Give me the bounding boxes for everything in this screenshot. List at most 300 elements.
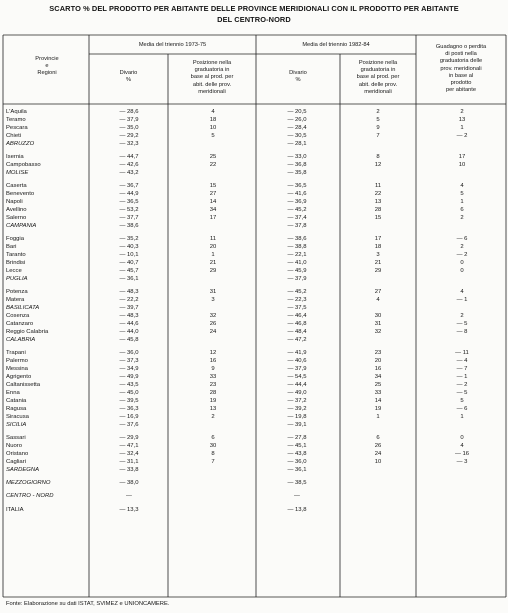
guadagno-cell (416, 337, 508, 345)
province-cell: PUGLIA (6, 275, 28, 282)
province-cell: Siracusa (6, 413, 29, 420)
province-cell: Catania (6, 397, 27, 404)
guadagno-cell: 10 (458, 162, 466, 168)
header-province-l2: e (45, 63, 49, 70)
divario-1982-cell: — 45,1 (287, 442, 307, 449)
guadagno-cell: — 16 (454, 450, 470, 457)
divario-1973-cell: — 43,2 (119, 169, 139, 176)
province-cell: Bari (6, 244, 17, 251)
posizione-1982-cell: 1 (376, 413, 380, 420)
header-posizione-2-l5: meridionali (364, 88, 392, 95)
header-divario-1-l2: % (125, 77, 132, 84)
province-cell: Matera (6, 297, 25, 304)
guadagno-cell: — 4 (456, 358, 468, 365)
guadagno-cell: 0 (460, 434, 464, 441)
header-divario-1-l1: Divario (119, 70, 138, 76)
posizione-1982-cell: 32 (374, 328, 382, 335)
header-guadagno-l5: in base al (448, 72, 474, 79)
header-period-1: Media del triennio 1973-75 (138, 42, 207, 48)
divario-1973-cell: — 47,1 (119, 442, 139, 449)
divario-1982-cell: — 45,9 (287, 268, 307, 274)
divario-1982-cell: — 36,1 (287, 466, 307, 473)
header-province-l1: Provincie (35, 56, 59, 62)
posizione-1982-cell: 7 (376, 132, 380, 139)
province-cell: Napoli (6, 199, 23, 206)
province-cell: MOLISE (6, 169, 29, 176)
province-cell: Teramo (6, 117, 26, 123)
header-province (5, 56, 89, 78)
guadagno-cell: 13 (458, 117, 466, 123)
divario-1982-cell: — 38,6 (287, 236, 307, 243)
posizione-1973-cell: 15 (209, 183, 217, 190)
divario-1982-cell: — 22,3 (287, 297, 307, 304)
posizione-1973-cell: 2 (211, 413, 215, 420)
province-cell: Taranto (6, 252, 26, 259)
table-title-line1: SCARTO % DEL PRODOTTO PER ABITANTE DELLE PROVINCE MERIDIONALI CON IL PRODOTTO PER ABITANTE (49, 4, 459, 13)
posizione-1982-cell: 34 (374, 374, 382, 380)
divario-1982-cell: — 33,0 (287, 154, 307, 160)
header-period-2: Media del triennio 1982-84 (302, 42, 370, 48)
posizione-1982-cell (340, 507, 416, 515)
province-cell: Lecce (6, 268, 22, 274)
posizione-1973-cell: 10 (209, 124, 217, 131)
divario-1982-cell: — 49,0 (287, 389, 307, 396)
province-cell: CAMPANIA (6, 222, 37, 229)
posizione-1973-cell: 7 (211, 458, 215, 465)
guadagno-cell (416, 507, 508, 515)
province-cell: Oristano (6, 450, 29, 457)
posizione-1973-cell (168, 467, 258, 475)
posizione-1973-cell: 33 (209, 374, 217, 380)
divario-1982-cell: — 37,9 (287, 275, 307, 282)
posizione-1973-cell: 20 (209, 244, 217, 251)
divario-1982-cell: — 38,5 (287, 480, 307, 486)
province-cell: ABRUZZO (6, 140, 35, 147)
posizione-1973-cell: 11 (209, 236, 217, 243)
posizione-1982-cell: 19 (374, 405, 382, 412)
province-cell: Nuoro (6, 442, 23, 449)
header-guadagno-l2: di posti nella (445, 51, 477, 58)
posizione-1973-cell: 31 (209, 289, 217, 296)
divario-1973-cell: — 44,9 (119, 191, 139, 198)
province-cell: Caltanissetta (6, 381, 41, 388)
province-cell: Brindisi (6, 260, 26, 266)
divario-1973-cell: — 13,3 (119, 506, 139, 513)
divario-1982-cell: — 45,2 (287, 289, 307, 296)
header-posizione-1-l4: abit. delle prov. (192, 81, 232, 88)
province-cell: CALABRIA (6, 336, 36, 343)
divario-1973-cell: — 48,3 (119, 313, 139, 319)
province-cell: CENTRO - NORD (6, 493, 54, 500)
posizione-1973-cell (168, 422, 258, 430)
posizione-1982-cell: 11 (374, 183, 382, 190)
posizione-1982-cell: 5 (376, 117, 380, 123)
divario-1973-cell: — 32,4 (119, 450, 139, 457)
guadagno-cell: — 2 (456, 381, 468, 388)
divario-1973-cell: — 37,6 (119, 421, 139, 428)
divario-1973-cell: — 38,0 (119, 480, 139, 486)
posizione-1982-cell: 33 (374, 389, 382, 396)
header-divario-2 (256, 70, 340, 84)
posizione-1973-cell: 24 (209, 328, 217, 335)
guadagno-cell: 6 (460, 207, 464, 213)
posizione-1973-cell: 3 (211, 297, 215, 304)
guadagno-cell: 1 (460, 413, 464, 420)
posizione-1982-cell: 25 (374, 381, 382, 388)
divario-1982-cell: — 43,8 (287, 450, 307, 457)
guadagno-cell: 2 (460, 313, 464, 319)
guadagno-cell (416, 223, 508, 231)
header-posizione-1-l2: graduatoria in (194, 67, 230, 74)
header-guadagno-l1: Guadagno o perdita (435, 44, 487, 50)
divario-1982-cell: — 44,4 (287, 381, 307, 388)
posizione-1973-cell (168, 276, 258, 284)
posizione-1982-cell (340, 337, 416, 345)
guadagno-cell (416, 493, 508, 501)
guadagno-cell: — 8 (456, 328, 468, 335)
posizione-1982-cell: 29 (374, 268, 382, 274)
table-title (0, 3, 508, 25)
guadagno-cell: — 3 (456, 458, 468, 465)
posizione-1982-cell: 9 (376, 124, 380, 131)
province-cell: Benevento (6, 191, 35, 198)
posizione-1973-cell: 28 (209, 389, 217, 396)
header-posizione-1-l3: base al prod. per (190, 74, 234, 81)
divario-1982-cell: — 36,0 (287, 458, 307, 465)
guadagno-cell: 2 (460, 244, 464, 251)
province-cell: Campobasso (6, 162, 41, 168)
divario-1973-cell: — 28,6 (119, 109, 139, 115)
table-title-line2: DEL CENTRO-NORD (217, 15, 291, 24)
posizione-1982-cell: 14 (374, 397, 382, 404)
guadagno-cell: 2 (460, 215, 464, 221)
divario-1982-cell: — 30,5 (287, 132, 307, 139)
divario-1982-cell: — 36,5 (287, 183, 307, 190)
province-cell: ITALIA (6, 506, 24, 513)
divario-1973-cell: — 36,5 (119, 199, 139, 206)
posizione-1982-cell (340, 422, 416, 430)
divario-1982-cell: — 35,8 (287, 169, 307, 176)
divario-1982-cell: — 38,8 (287, 244, 307, 251)
guadagno-cell: 0 (460, 260, 464, 266)
guadagno-cell: — 1 (456, 374, 468, 380)
divario-1973-cell: — 37,3 (119, 358, 139, 365)
divario-1973-cell: — 40,7 (119, 260, 139, 266)
header-posizione-1-l1: Posizione nella (192, 60, 232, 66)
province-cell: Trapani (6, 350, 26, 357)
posizione-1973-cell: 23 (209, 381, 217, 388)
posizione-1973-cell: 14 (209, 199, 217, 206)
posizione-1973-cell: 18 (209, 117, 217, 123)
guadagno-cell: — 7 (456, 366, 468, 372)
header-guadagno-l7: per abitante (445, 87, 477, 94)
divario-1973-cell: — 35,0 (119, 124, 139, 131)
posizione-1982-cell: 16 (374, 366, 382, 372)
posizione-1982-cell: 31 (374, 321, 382, 327)
guadagno-cell: — 6 (456, 405, 468, 412)
header-divario-2-l1: Divario (289, 70, 307, 76)
divario-1973-cell: — 45,0 (119, 389, 139, 396)
divario-1973-cell: — 36,3 (119, 405, 139, 412)
posizione-1982-cell: 28 (374, 207, 382, 213)
posizione-1973-cell: 25 (209, 154, 217, 160)
province-cell: Salerno (6, 215, 27, 221)
divario-1982-cell: — 47,2 (287, 336, 307, 343)
province-cell: Agrigento (6, 374, 32, 380)
posizione-1973-cell: 19 (209, 397, 217, 404)
divario-1982-cell: — 39,2 (287, 405, 307, 412)
divario-1973-cell: — 38,6 (119, 222, 139, 229)
posizione-1982-cell (340, 467, 416, 475)
posizione-1982-cell: 13 (374, 199, 382, 206)
posizione-1982-cell: 4 (376, 297, 380, 304)
guadagno-cell (416, 276, 508, 284)
posizione-1973-cell: 22 (209, 162, 217, 168)
divario-1982-cell: — 22,1 (287, 252, 307, 259)
header-guadagno-l4: prov. meridionali (440, 65, 482, 72)
posizione-1973-cell: 13 (209, 405, 217, 412)
posizione-1973-cell: 9 (211, 366, 215, 372)
posizione-1982-cell: 3 (376, 252, 380, 259)
header-posizione-2 (340, 60, 416, 96)
posizione-1973-cell: 1 (211, 252, 215, 259)
guadagno-cell (416, 305, 508, 313)
header-posizione-1 (168, 60, 256, 96)
header-posizione-2-l1: Posizione nella (358, 60, 398, 66)
posizione-1982-cell (340, 493, 416, 501)
posizione-1973-cell (168, 305, 258, 313)
divario-1982-cell: — 20,5 (287, 109, 307, 115)
guadagno-cell: — 5 (456, 321, 468, 327)
posizione-1973-cell: 29 (209, 268, 217, 274)
posizione-1973-cell (168, 507, 258, 515)
posizione-1982-cell: 18 (374, 244, 382, 251)
posizione-1973-cell: 30 (209, 442, 217, 449)
divario-1973-cell: — (126, 493, 132, 500)
divario-1973-cell: — 35,2 (119, 236, 139, 243)
header-posizione-1-l5: meridionali (198, 88, 226, 95)
header-guadagno-l3: graduatoria delle (439, 58, 483, 65)
guadagno-cell (416, 170, 508, 178)
divario-1973-cell: — 49,9 (119, 374, 139, 380)
divario-1982-cell: — 54,5 (287, 374, 307, 380)
guadagno-cell: 2 (460, 109, 464, 115)
divario-1973-cell: — 10,1 (119, 252, 139, 259)
province-cell: Caserta (6, 183, 27, 190)
posizione-1973-cell: 12 (209, 350, 217, 357)
divario-1982-cell: — 39,1 (287, 421, 307, 428)
divario-1973-cell: — 44,7 (119, 154, 139, 160)
divario-1982-cell: — 41,0 (287, 260, 307, 266)
source-note: Fonte: Elaborazione su dati ISTAT, SVIMEZ e UNIONCAMERE. (6, 601, 170, 607)
divario-1973-cell: — 43,5 (119, 381, 139, 388)
divario-1982-cell: — 45,2 (287, 207, 307, 213)
posizione-1973-cell (168, 170, 258, 178)
guadagno-cell: 5 (460, 191, 464, 198)
divario-1973-cell: — 45,8 (119, 336, 139, 343)
posizione-1982-cell: 26 (374, 442, 382, 449)
posizione-1973-cell (168, 223, 258, 231)
guadagno-cell: — 11 (455, 350, 469, 357)
guadagno-cell: — 2 (456, 132, 468, 139)
province-cell: Reggio Calabria (6, 328, 49, 335)
posizione-1982-cell: 23 (374, 350, 382, 357)
divario-1973-cell: — 36,7 (119, 183, 139, 190)
divario-1982-cell: — 37,5 (287, 305, 307, 312)
divario-1982-cell: — 27,8 (287, 434, 307, 441)
divario-1973-cell: — 16,9 (119, 413, 139, 420)
posizione-1982-cell: 22 (374, 191, 382, 198)
guadagno-cell: 4 (460, 183, 464, 190)
header-posizione-2-l2: graduatoria in (360, 67, 396, 74)
header-divario-1 (89, 70, 168, 84)
posizione-1982-cell: 2 (376, 109, 380, 115)
province-cell: Cosenza (6, 313, 30, 319)
province-cell: Cagliari (6, 458, 26, 465)
divario-1973-cell: — 42,6 (119, 162, 139, 168)
divario-1982-cell: — 13,8 (287, 506, 307, 513)
posizione-1973-cell (168, 141, 258, 149)
divario-1982-cell: — 36,8 (287, 162, 307, 168)
province-cell: Pescara (6, 124, 28, 131)
province-cell: BASILICATA (6, 305, 40, 312)
province-cell: Enna (6, 389, 20, 396)
posizione-1982-cell (340, 276, 416, 284)
posizione-1982-cell: 30 (374, 313, 382, 319)
province-cell: L'Aquila (6, 109, 27, 115)
posizione-1973-cell: 32 (209, 313, 217, 319)
guadagno-cell: — 5 (456, 389, 468, 396)
posizione-1982-cell: 12 (374, 162, 382, 168)
posizione-1982-cell (340, 170, 416, 178)
divario-1982-cell: — 37,4 (287, 215, 307, 221)
divario-1973-cell: — 29,2 (119, 132, 139, 139)
divario-1982-cell: — 48,4 (287, 328, 307, 335)
divario-1982-cell: — 37,8 (287, 222, 307, 229)
province-cell: SARDEGNA (6, 466, 40, 473)
posizione-1973-cell: 26 (209, 321, 217, 327)
divario-1973-cell: — 37,9 (119, 117, 139, 123)
guadagno-cell (416, 141, 508, 149)
guadagno-cell: — 1 (456, 297, 468, 304)
divario-1982-cell: — 26,0 (287, 117, 307, 123)
posizione-1982-cell (340, 305, 416, 313)
posizione-1973-cell: 16 (209, 358, 217, 365)
header-province-l3: Regioni (37, 70, 57, 77)
divario-1982-cell: — 37,9 (287, 366, 307, 372)
divario-1982-cell: — (294, 493, 300, 500)
posizione-1973-cell (168, 493, 258, 501)
guadagno-cell (416, 422, 508, 430)
province-cell: Catanzaro (6, 321, 34, 327)
divario-1973-cell: — 53,2 (119, 207, 139, 213)
province-cell: Ragusa (6, 405, 27, 412)
province-cell: Messina (6, 366, 28, 372)
divario-1973-cell: — 32,3 (119, 140, 139, 147)
divario-1973-cell: — 44,0 (119, 328, 139, 335)
posizione-1973-cell: 17 (209, 215, 217, 221)
posizione-1973-cell: 8 (211, 450, 215, 457)
guadagno-cell: 4 (460, 442, 464, 449)
divario-1982-cell: — 41,9 (287, 350, 307, 357)
divario-1982-cell: — 40,6 (287, 358, 307, 365)
header-posizione-2-l3: base al prod. per (356, 74, 400, 81)
guadagno-cell: 17 (458, 154, 466, 160)
posizione-1982-cell: 27 (374, 289, 382, 296)
posizione-1973-cell: 27 (209, 191, 217, 198)
divario-1982-cell: — 28,1 (287, 140, 307, 147)
header-guadagno-l6: prodotto (450, 80, 472, 87)
divario-1973-cell: — 29,9 (119, 434, 139, 441)
guadagno-cell: 1 (460, 124, 464, 131)
posizione-1973-cell: 6 (211, 434, 215, 441)
posizione-1982-cell: 8 (376, 154, 380, 160)
posizione-1973-cell (168, 337, 258, 345)
posizione-1982-cell: 10 (374, 458, 382, 465)
header-guadagno (416, 44, 506, 94)
guadagno-cell: 0 (460, 268, 464, 274)
posizione-1982-cell: 20 (374, 358, 382, 365)
guadagno-cell: 4 (460, 289, 464, 296)
divario-1973-cell: — 31,1 (119, 458, 139, 465)
posizione-1973-cell: 21 (209, 260, 217, 266)
divario-1973-cell: — 33,8 (119, 466, 139, 473)
header-divario-2-l2: % (295, 77, 301, 84)
divario-1973-cell: — 34,9 (119, 366, 139, 372)
divario-1982-cell: — 19,8 (287, 413, 307, 420)
guadagno-cell: 1 (460, 199, 464, 206)
province-cell: Avellino (6, 207, 27, 213)
posizione-1982-cell (340, 223, 416, 231)
province-cell: Chieti (6, 132, 22, 139)
posizione-1982-cell: 15 (374, 215, 382, 221)
posizione-1982-cell: 21 (374, 260, 382, 266)
divario-1982-cell: — 37,2 (287, 397, 307, 404)
province-cell: Potenza (6, 289, 28, 296)
divario-1982-cell: — 46,4 (287, 313, 307, 319)
province-cell: MEZZOGIORNO (6, 480, 51, 486)
posizione-1982-cell (340, 141, 416, 149)
posizione-1973-cell: 4 (211, 109, 215, 115)
guadagno-cell (416, 467, 508, 475)
divario-1982-cell: — 36,9 (287, 199, 307, 206)
province-cell: Isernia (6, 154, 24, 160)
province-cell: Sassari (6, 434, 26, 441)
divario-1973-cell: — 45,7 (119, 268, 139, 274)
province-cell: Palermo (6, 358, 28, 365)
divario-1982-cell: — 46,8 (287, 321, 307, 327)
divario-1973-cell: — 36,0 (119, 350, 139, 357)
divario-1973-cell: — 39,5 (119, 397, 139, 404)
divario-1973-cell: — 36,1 (119, 275, 139, 282)
guadagno-cell: — 6 (456, 236, 468, 243)
posizione-1982-cell: 6 (376, 434, 380, 441)
divario-1973-cell: — 39,7 (119, 305, 139, 312)
guadagno-cell: 5 (460, 397, 464, 404)
guadagno-cell: — 2 (456, 252, 468, 259)
divario-1973-cell: — 37,7 (119, 215, 139, 221)
divario-1973-cell: — 40,3 (119, 244, 139, 251)
posizione-1982-cell: 24 (374, 450, 382, 457)
posizione-1973-cell (168, 480, 258, 488)
posizione-1982-cell (340, 480, 416, 488)
posizione-1973-cell: 5 (211, 132, 215, 139)
divario-1973-cell: — 44,6 (119, 321, 139, 327)
posizione-1982-cell: 17 (374, 236, 382, 243)
divario-1982-cell: — 41,6 (287, 191, 307, 198)
province-cell: Foggia (6, 236, 25, 243)
province-cell: SICILIA (6, 421, 27, 428)
